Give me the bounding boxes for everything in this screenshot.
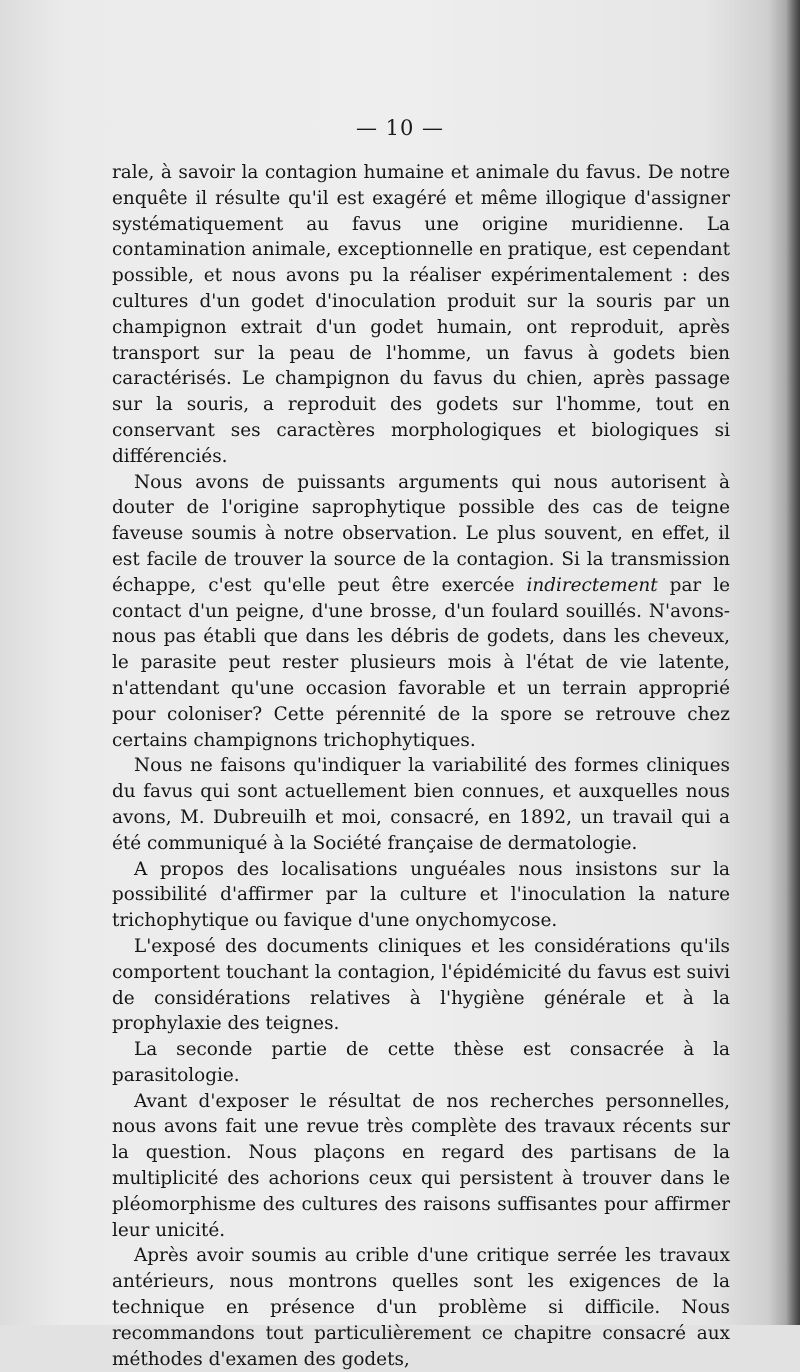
text-segment: L'exposé des documents cliniques et les considérations qu'ils comportent touchant la contagion, l'épidémicité du favus est suivi de considérations relatives à l'hygiène générale et à la prophylaxie des teignes. <box>112 935 730 1035</box>
paragraph <box>112 1243 730 1372</box>
paragraph <box>112 753 730 856</box>
text-segment: rale, à savoir la contagion humaine et animale du favus. De notre enquête il résulte qu'il est exagéré et même illogique d'assigner systématiquement au favus une origine muridienne. La contamination animale, exceptionnelle en pratique, est cependant possible, et nous avons pu la réaliser expérimentalement : des cultures d'un godet d'inoculation produit sur la souris par un champignon extrait d'un godet humain, ont reproduit, après transport sur la peau de l'homme, un favus à godets bien caractérisés. Le champignon du favus du chien, après passage sur la souris, a reproduit des godets sur l'homme, tout en conservant ses caractères morphologiques et biologiques si différenciés. <box>112 162 730 467</box>
text-segment: Après avoir soumis au crible d'une critique serrée les travaux antérieurs, nous montrons quelles sont les exigences de la technique en présence d'un problème si difficile. Nous recommandons tout particulièrement ce chapitre consacré aux méthodes d'examen des godets, <box>112 1245 730 1370</box>
page-number: — 10 — <box>355 116 445 140</box>
paragraph <box>112 857 730 934</box>
text-segment: Nous avons de puissants arguments qui nous autorisent à douter de l'origine saprophytique possible des cas de teigne faveuse soumis à notre observation. Le plus souvent, en effet, il est facile de trouver la source de la contagion. Si la transmission échappe, c'est qu'elle peut être exercée <box>112 471 730 596</box>
paragraph <box>112 934 730 1037</box>
text-segment: A propos des localisations unguéales nous insistons sur la possibilité d'affirmer par la culture et l'inoculation la nature trichophytique ou favique d'une onychomycose. <box>112 858 730 932</box>
paragraph <box>112 1037 730 1089</box>
paragraph <box>112 470 730 754</box>
italic-text: indirectement <box>526 574 658 596</box>
page-edge-shadow <box>786 0 800 1325</box>
paragraph <box>112 1089 730 1244</box>
paragraph <box>112 160 730 470</box>
text-segment: Avant d'exposer le résultat de nos recherches personnelles, nous avons fait une revue très complète des travaux récents sur la question. Nous plaçons en regard des partisans de la multiplicité des achorions ceux qui persistent à trouver dans le pléomorphisme des cultures des raisons suffisantes pour affirmer leur unicité. <box>112 1090 730 1241</box>
text-segment: par le contact d'un peigne, d'une brosse, d'un foulard souillés. N'avons-nous pas établi que dans les débris de godets, dans les cheveux, le parasite peut rester plusieurs mois à l'état de vie latente, n'attendant qu'une occasion favorable et un terrain approprié pour coloniser? Cette pérennité de la spore se retrouve chez certains champignons trichophytiques. <box>112 574 730 751</box>
body-text <box>112 160 730 1372</box>
text-segment: La seconde partie de cette thèse est consacrée à la parasitologie. <box>112 1039 730 1086</box>
text-segment: Nous ne faisons qu'indiquer la variabilité des formes cliniques du favus qui sont actuellement bien connues, et auxquelles nous avons, M. Dubreuilh et moi, consacré, en 1892, un travail qui a été communiqué à la Société française de dermatologie. <box>112 755 730 854</box>
